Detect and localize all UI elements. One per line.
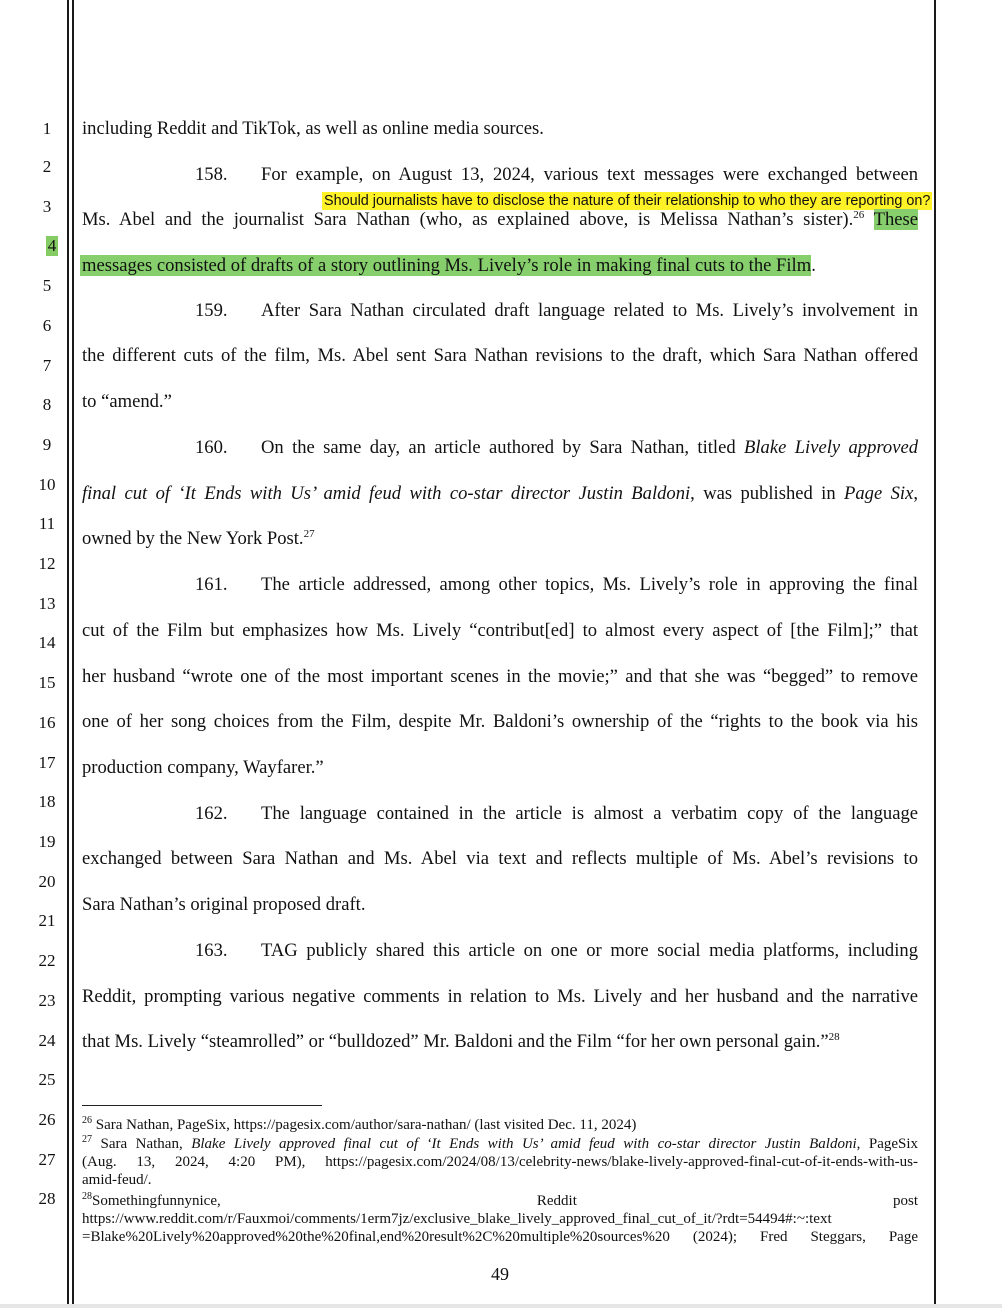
- line-number: 17: [38, 753, 56, 772]
- paragraph-162-line: 162. The language contained in the article is almost a verbatim copy of the language: [195, 801, 918, 827]
- line-number: 7: [42, 356, 52, 375]
- line-number: 8: [42, 395, 52, 414]
- footnote-ref[interactable]: 28: [828, 1030, 840, 1043]
- paragraph-162-line: exchanged between Sara Nathan and Ms. Abel via text and reflects multiple of Ms. Abel’s revisions to: [82, 848, 918, 869]
- right-margin-rule: [934, 0, 936, 1308]
- paragraph-159-line: the different cuts of the film, Ms. Abel sent Sara Nathan revisions to the draft, which Sara Nathan offered: [82, 345, 918, 366]
- line-number: 1: [42, 119, 52, 138]
- body-line: including Reddit and TikTok, as well as online media sources.: [82, 118, 544, 139]
- paragraph-161-line: cut of the Film but emphasizes how Ms. Lively “contribut[ed] to almost every aspect of [the Film];” that: [82, 620, 918, 641]
- line-number: 2: [42, 157, 52, 176]
- paragraph-163-line: 163. TAG publicly shared this article on one or more social media platforms, including: [195, 938, 918, 964]
- line-number: 24: [38, 1031, 56, 1050]
- footnote-ref[interactable]: 27: [303, 527, 315, 540]
- footnote-separator: [82, 1105, 322, 1106]
- paragraph-number: 162.: [195, 803, 228, 824]
- left-margin-rule-inner: [72, 0, 74, 1308]
- line-number: 10: [38, 475, 56, 494]
- paragraph-number: 158.: [195, 164, 228, 185]
- paragraph-159-line: 159. After Sara Nathan circulated draft language related to Ms. Lively’s involvement in: [195, 298, 918, 324]
- paragraph-158-line: messages consisted of drafts of a story outlining Ms. Lively’s role in making final cuts to the Film.: [82, 255, 816, 276]
- line-number: 12: [38, 554, 56, 573]
- line-number: 14: [38, 633, 56, 652]
- paragraph-161-line: production company, Wayfarer.”: [82, 757, 324, 778]
- page-number: 49: [491, 1264, 509, 1284]
- line-number-highlighted: 4: [47, 236, 57, 255]
- paragraph-158-line: 158. For example, on August 13, 2024, various text messages were exchanged between: [195, 162, 918, 188]
- footnote-28: $^{28}$Somethingfunnynice, Reddit post https://www.reddit.com/r/Fauxmoi/comments/1erm7jz/exclusive_blake_lively_approved_final_cut_of_it/?rdt=54494#:~:text =Blake%20Lively%20approved%20the%20final,end%20result%2C%20multiple%20sources%20 (2024); Fred Steggars, Page: [82, 1191, 918, 1245]
- paragraph-number: 159.: [195, 300, 228, 321]
- paragraph-163-line: Reddit, prompting various negative comments in relation to Ms. Lively and her husband and the narrative: [82, 986, 918, 1007]
- highlighted-text: messages consisted of drafts of a story outlining Ms. Lively’s role in making final cuts to the Film: [82, 255, 812, 276]
- paragraph-163-line: that Ms. Lively “steamrolled” or “bulldozed” Mr. Baldoni and the Film “for her own personal gain.”$^{28}$: [82, 1030, 840, 1052]
- highlighted-text: These: [873, 209, 919, 230]
- line-number: 27: [38, 1150, 56, 1169]
- article-title: Blake Lively approved: [744, 437, 919, 458]
- paragraph-160-line: 160. On the same day, an article authored by Sara Nathan, titled Blake Lively approved: [195, 435, 918, 461]
- line-number: 15: [38, 673, 56, 692]
- paragraph-160-line: owned by the New York Post.$^{27}$: [82, 527, 315, 549]
- paragraph-161-line: one of her song choices from the Film, despite Mr. Baldoni’s ownership of the “rights to the book via his: [82, 711, 918, 732]
- line-number: 16: [38, 713, 56, 732]
- line-number: 25: [38, 1070, 56, 1089]
- line-number: 26: [38, 1110, 56, 1129]
- comment-annotation[interactable]: Should journalists have to disclose the nature of their relationship to who they are reporting on?: [324, 193, 931, 209]
- line-number: 13: [38, 594, 56, 613]
- left-margin-rule: [67, 0, 69, 1308]
- line-number: 6: [42, 316, 52, 335]
- page-bottom-edge: [0, 1304, 1002, 1308]
- line-number: 21: [38, 911, 56, 930]
- line-number: 11: [38, 514, 56, 533]
- paragraph-162-line: Sara Nathan’s original proposed draft.: [82, 894, 366, 915]
- paragraph-160-line: final cut of ‘It Ends with Us’ amid feud with co-star director Justin Baldoni, was published in Page Six,: [82, 483, 918, 504]
- paragraph-number: 161.: [195, 574, 228, 595]
- paragraph-161-line: 161. The article addressed, among other topics, Ms. Lively’s role in approving the final: [195, 572, 918, 598]
- paragraph-number: 160.: [195, 437, 228, 458]
- line-number: 5: [42, 276, 52, 295]
- line-number: 20: [38, 872, 56, 891]
- line-number: 3: [42, 197, 52, 216]
- footnote-ref[interactable]: 26: [853, 208, 865, 221]
- publication-name: Page Six: [844, 483, 914, 504]
- line-number: 19: [38, 832, 56, 851]
- article-title: final cut of ‘It Ends with Us’ amid feud with co-star director Justin Baldoni: [82, 483, 691, 504]
- footnote-26: $^{26}$ Sara Nathan, PageSix, https://pagesix.com/author/sara-nathan/ (last visited Dec. 11, 2024): [82, 1115, 637, 1133]
- line-number: 18: [38, 792, 56, 811]
- line-number: 23: [38, 991, 56, 1010]
- line-number: 28: [38, 1189, 56, 1208]
- footnote-27: $^{27}$ Sara Nathan, Blake Lively approved final cut of ‘It Ends with Us’ amid feud with co-star director Justin Baldoni, PageSix (Aug. 13, 2024, 4:20 PM), https://pagesix.com/2024/08/13/celebrity-news/blake-lively-approved-final-cut-of-it-ends-with-us- amid-feud/.: [82, 1134, 919, 1188]
- line-number: 9: [42, 435, 52, 454]
- paragraph-159-line: to “amend.”: [82, 391, 172, 412]
- paragraph-number: 163.: [195, 940, 228, 961]
- paragraph-161-line: her husband “wrote one of the most important scenes in the movie;” and that she was “begged” to remove: [82, 666, 918, 687]
- line-number: 22: [38, 951, 56, 970]
- paragraph-158-line: Ms. Abel and the journalist Sara Nathan (who, as explained above, is Melissa Nathan’s sister).$^{26}$ These: [82, 208, 919, 230]
